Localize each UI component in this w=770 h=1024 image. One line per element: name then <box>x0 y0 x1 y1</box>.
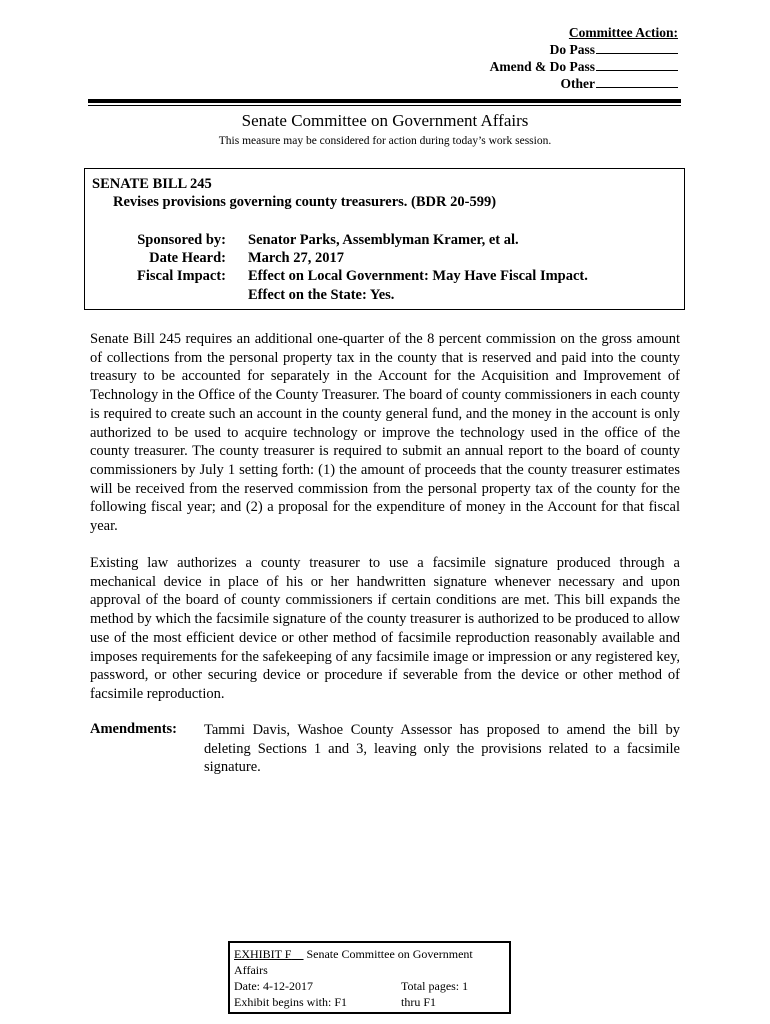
exhibit-date-row <box>234 978 505 994</box>
option-blank-line <box>596 41 678 54</box>
bill-number: SENATE BILL 245 <box>92 176 212 192</box>
option-other <box>490 75 678 92</box>
summary-paragraph-2: Existing law authorizes a county treasurer to use a facsimile signature produced through a mechanical device in place of his or her handwritten signature whenever necessary and upon approval of the board of county commissioners if certain conditions are met. This bill expands the method by which the facsimile signature of the county treasurer is authorized to be produced to allow use of the most efficient device or other method of facsimile reproduction reasonably available and imposes requirements for the safekeeping of any facsimile image or impression or any registered key, password, or other securing device or procedure if severable from the device or other method of facsimile reproduction. <box>90 555 680 702</box>
option-blank-line <box>596 58 678 71</box>
option-amend-do-pass <box>490 58 678 75</box>
summary-paragraph-1: Senate Bill 245 requires an additional one-quarter of the 8 percent commission on the gross amount of collections from the personal property tax in the county that is reserved and paid into the county treasury to be accounted for separately in the Account for the Acquisition and Improvement of Technology in the Office of the County Treasurer. The board of county commissioners in each county is required to create such an account in the county general fund, and the money in the account is only authorized to be used to acquire technology or improve the technology used in the office of the county treasurer. The county treasurer is required to submit an annual report to the board of county commissioners by July 1 setting forth: (1) the amount of proceeds that the county treasurer estimates will be received from the reserved commission from the personal property tax of the county for the following fiscal year; and (2) a proposal for the expenditure of money in the Account for that fiscal year. <box>90 331 680 535</box>
option-label: Do Pass <box>549 42 595 57</box>
exhibit-begins: Exhibit begins with: F1 <box>234 995 348 1009</box>
option-label: Other <box>560 76 595 91</box>
committee-name: Senate Committee on Government Affairs <box>241 111 529 130</box>
option-blank-line <box>596 75 678 88</box>
header-rule-thick <box>88 99 681 103</box>
exhibit-begins-row <box>234 994 505 1010</box>
exhibit-date: Date: 4-12-2017 <box>234 979 313 993</box>
fiscal-impact-label: Fiscal Impact: <box>137 268 226 284</box>
sponsored-value: Senator Parks, Assemblyman Kramer, et al. <box>248 232 519 248</box>
exhibit-thru: thru F1 <box>401 995 437 1009</box>
date-heard-value: March 27, 2017 <box>248 250 344 266</box>
work-session-notice: This measure may be considered for action during today’s work session. <box>218 135 552 147</box>
sponsored-label: Sponsored by: <box>137 232 226 248</box>
bill-description: Revises provisions governing county treasurers. (BDR 20-599) <box>113 194 497 210</box>
date-heard-label: Date Heard: <box>149 250 226 266</box>
committee-action-title: Committee Action: <box>568 25 678 40</box>
exhibit-blank: __ <box>291 947 304 961</box>
amendments-text: Tammi Davis, Washoe County Assessor has proposed to amend the bill by deleting Sections 1 and 3, leaving only the provisions related to a facsimile signature. <box>204 722 680 776</box>
bill-summary-box <box>84 168 685 310</box>
exhibit-label: EXHIBIT F <box>234 947 292 961</box>
option-label: Amend & Do Pass <box>489 59 595 74</box>
exhibit-committee: Senate Committee on Government Affairs <box>234 947 473 977</box>
option-do-pass <box>490 41 678 58</box>
fiscal-impact-state: Effect on the State: Yes. <box>248 287 395 303</box>
fiscal-impact-local: Effect on Local Government: May Have Fiscal Impact. <box>248 268 588 284</box>
exhibit-heading <box>234 946 505 978</box>
exhibit-total-pages: Total pages: 1 <box>401 979 469 993</box>
amendments-label: Amendments: <box>90 721 177 737</box>
committee-action-block <box>490 24 678 92</box>
exhibit-stamp <box>228 941 511 1014</box>
header-rule-thin <box>88 105 681 106</box>
